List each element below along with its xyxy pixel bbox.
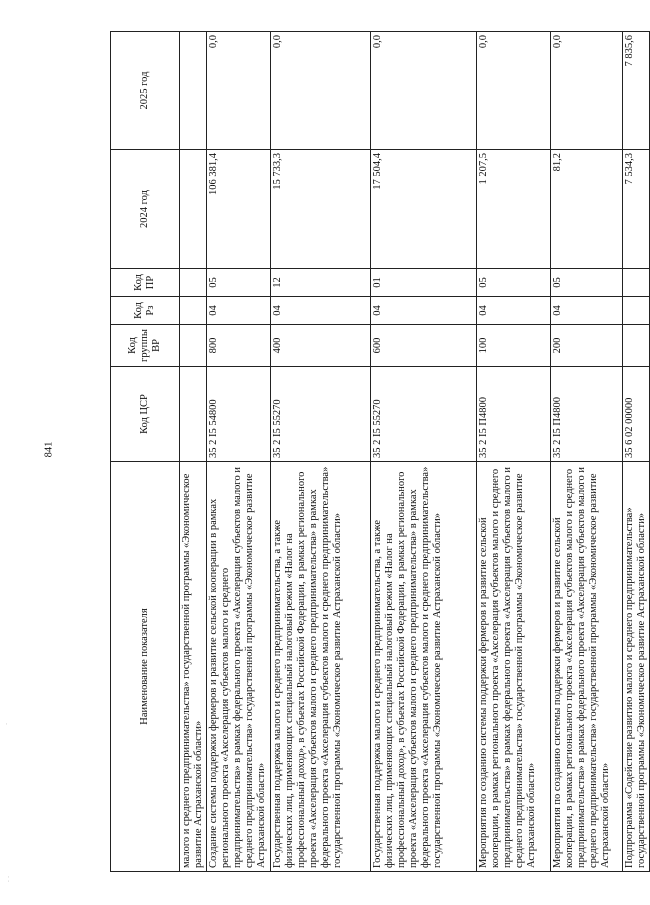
row-vr-code: 400 — [271, 325, 371, 367]
page-number: 841 — [43, 441, 55, 458]
row-rz-code — [623, 297, 650, 325]
row-csr-code: 35 2 I5 55270 — [271, 367, 371, 462]
budget-table — [110, 31, 650, 872]
row-rz-code: 04 — [477, 297, 551, 325]
row-2024-value: 1 207,5 — [477, 150, 551, 269]
row-2025-value: 0,0 — [477, 32, 551, 150]
row-pr-code: 12 — [271, 269, 371, 297]
row-vr-code: 100 — [477, 325, 551, 367]
row-2025-value: 7 835,6 — [623, 32, 650, 150]
header-rz-code: Код Рз — [111, 297, 180, 325]
row-rz-code — [180, 297, 207, 325]
row-csr-code: 35 2 I5 П4800 — [551, 367, 623, 462]
table-row — [271, 32, 371, 872]
row-csr-code: 35 2 I5 55270 — [371, 367, 477, 462]
row-2024-value: 106 381,4 — [207, 150, 271, 269]
row-pr-code: 05 — [551, 269, 623, 297]
row-name: малого и среднего предпринимательства» государственной программы «Экономическое развитие Астраханской области» — [180, 462, 207, 872]
row-rz-code: 04 — [551, 297, 623, 325]
table-row — [180, 32, 207, 872]
table-header-row — [111, 32, 180, 872]
row-vr-code — [180, 325, 207, 367]
row-rz-code: 04 — [271, 297, 371, 325]
row-vr-code: 200 — [551, 325, 623, 367]
row-2025-value: 0,0 — [551, 32, 623, 150]
row-csr-code: 35 6 02 00000 — [623, 367, 650, 462]
table-row — [551, 32, 623, 872]
row-2025-value: 0,0 — [371, 32, 477, 150]
row-vr-code: 800 — [207, 325, 271, 367]
row-pr-code: 05 — [477, 269, 551, 297]
row-name: Государственная поддержка малого и среднего предпринимательства, а также физических лиц, применяющих специальный налоговый режим «Налог на профессиональный доход», в субъектах Российской Федерации, в рамках регионального проекта «Акселерация субъектов малого и среднего предпринимательства» в рамках федерального проекта «Акселерация субъектов малого и среднего предпринимательства» государственной программы «Экономическое развитие Астраханской области» — [271, 462, 371, 872]
row-name: Мероприятия по созданию системы поддержки фермеров и развитие сельской кооперации, в рамках регионального проекта «Акселерация субъектов малого и среднего предпринимательства» в рамках федерального проекта «Акселерация субъектов малого и среднего предпринимательства» государственной программы «Экономическое развитие Астраханской области» — [551, 462, 623, 872]
rotated-page-content — [110, 32, 647, 872]
row-csr-code: 35 2 I5 П4800 — [477, 367, 551, 462]
row-2024-value: 7 534,3 — [623, 150, 650, 269]
table-row — [623, 32, 650, 872]
scan-artifact: · · — [5, 875, 14, 883]
header-year-2025: 2025 год — [111, 32, 180, 150]
table-row — [371, 32, 477, 872]
row-2024-value — [180, 150, 207, 269]
header-indicator-name: Наименование показателя — [111, 462, 180, 872]
header-vr-code: Код группы ВР — [111, 325, 180, 367]
row-csr-code — [180, 367, 207, 462]
row-vr-code: 600 — [371, 325, 477, 367]
row-pr-code — [623, 269, 650, 297]
row-pr-code — [180, 269, 207, 297]
header-pr-code: Код ПР — [111, 269, 180, 297]
row-2024-value: 81,2 — [551, 150, 623, 269]
row-2025-value: 0,0 — [207, 32, 271, 150]
row-2024-value: 15 733,3 — [271, 150, 371, 269]
header-year-2024: 2024 год — [111, 150, 180, 269]
row-rz-code: 04 — [207, 297, 271, 325]
row-name: Мероприятия по созданию системы поддержки фермеров и развитие сельской кооперации, в рамках регионального проекта «Акселерация субъектов малого и среднего предпринимательства» в рамках федерального проекта «Акселерация субъектов малого и среднего предпринимательства» государственной программы «Экономическое развитие Астраханской области» — [477, 462, 551, 872]
row-name: Создание системы поддержки фермеров и развитие сельской кооперации в рамках регионального проекта «Акселерация субъектов малого и среднего предпринимательства» в рамках федерального проекта «Акселерация субъектов малого и среднего предпринимательства» государственной программы «Экономическое развитие Астраханской области» — [207, 462, 271, 872]
row-vr-code — [623, 325, 650, 367]
row-2024-value: 17 504,4 — [371, 150, 477, 269]
row-name: Государственная поддержка малого и среднего предпринимательства, а также физических лиц, применяющих специальный налоговый режим «Налог на профессиональный доход», в субъектах Российской Федерации, в рамках регионального проекта «Акселерация субъектов малого и среднего предпринимательства» в рамках федерального проекта «Акселерация субъектов малого и среднего предпринимательства» государственной программы «Экономическое развитие Астраханской области» — [371, 462, 477, 872]
scan-artifact: · — [3, 722, 12, 726]
row-rz-code: 04 — [371, 297, 477, 325]
row-pr-code: 05 — [207, 269, 271, 297]
row-csr-code: 35 2 I5 54800 — [207, 367, 271, 462]
header-csr-code: Код ЦСР — [111, 367, 180, 462]
table-row — [207, 32, 271, 872]
row-name: Подпрограмма «Содействие развитию малого и среднего предпринимательства» государственной программы «Экономическое развитие Астраханской области» — [623, 462, 650, 872]
row-2025-value — [180, 32, 207, 150]
table-row — [477, 32, 551, 872]
row-pr-code: 01 — [371, 269, 477, 297]
row-2025-value: 0,0 — [271, 32, 371, 150]
